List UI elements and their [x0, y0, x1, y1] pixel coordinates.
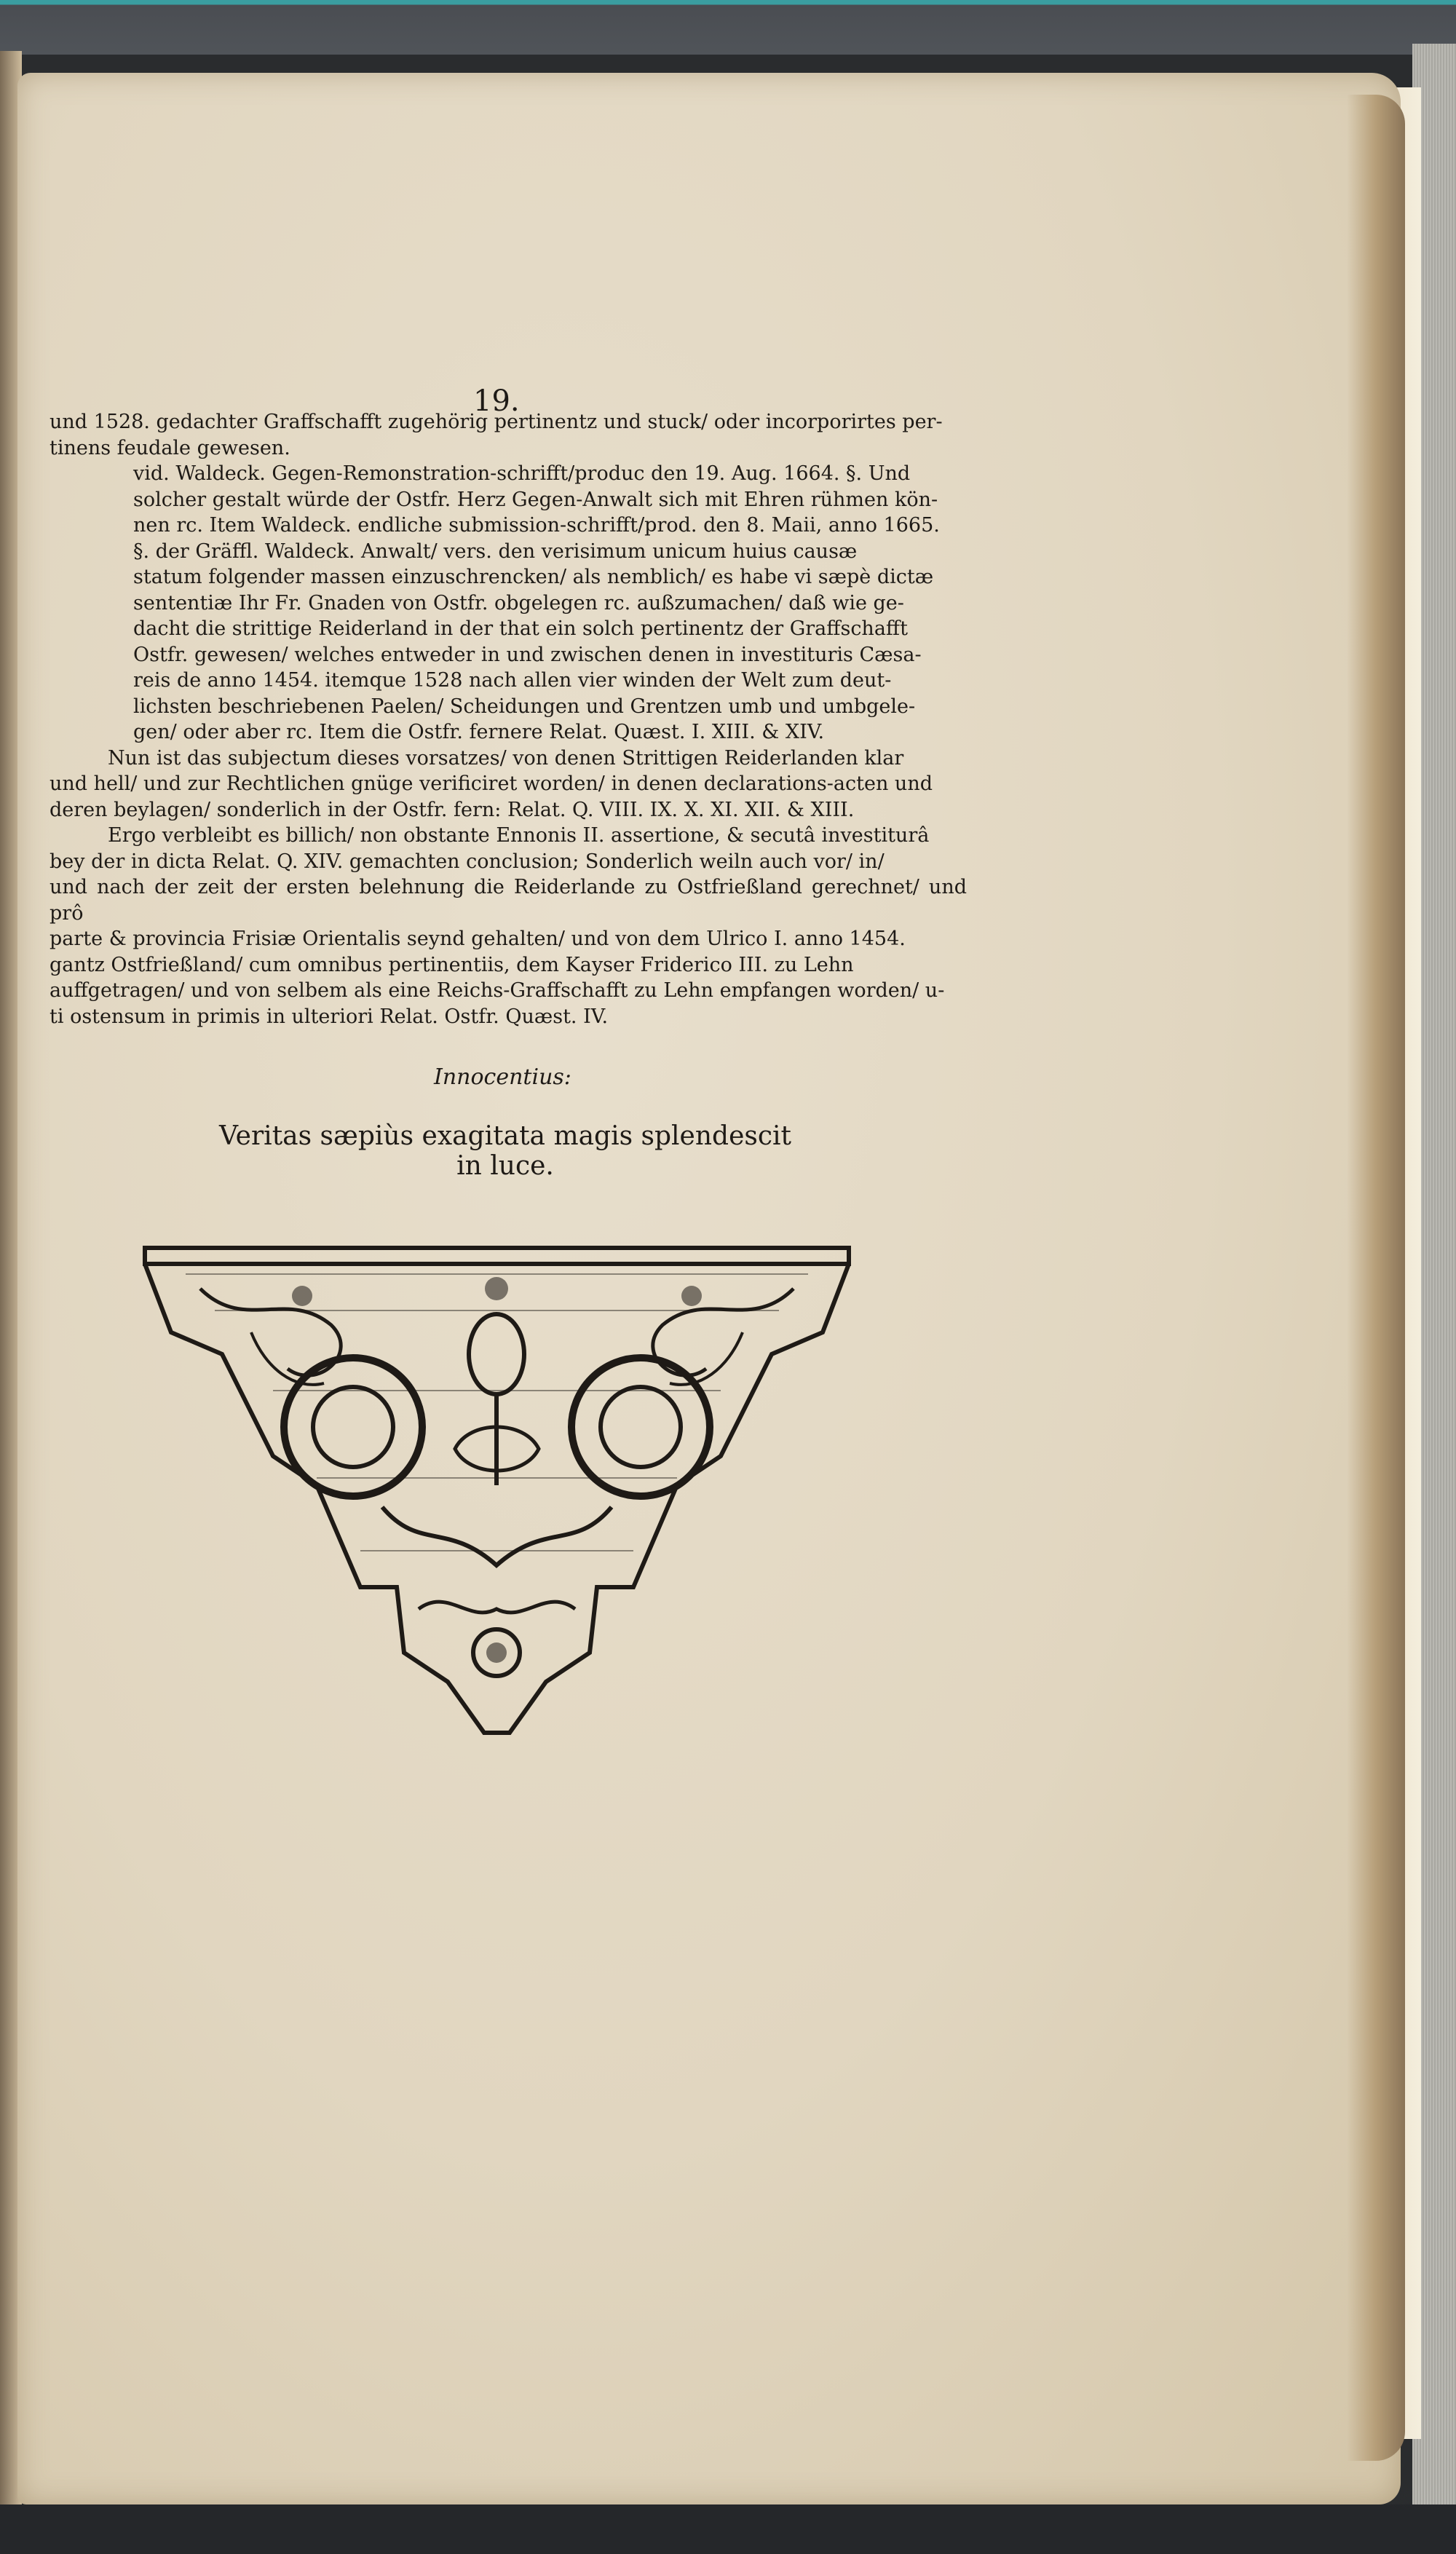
author-attribution: Innocentius:: [434, 1064, 571, 1090]
citation-line: sententiæ Ihr Fr. Gnaden von Ostfr. obgelegen rc. außzumachen/ daß wie ge-: [133, 591, 904, 614]
paragraph-line: bey der in dicta Relat. Q. XIV. gemachten conclusion; Sonderlich weiln auch vor/ in/: [50, 850, 885, 873]
paragraph-line: und nach der zeit der ersten belehnung die Reiderlande zu Ostfrießland gerechnet/ und prô: [50, 876, 967, 925]
paragraph: [50, 746, 967, 823]
citation-line: gen/ oder aber rc. Item die Ostfr. fernere Relat. Quæst. I. XIII. & XIV.: [133, 721, 825, 743]
paragraph-line: gantz Ostfrießland/ cum omnibus pertinentiis, dem Kayser Friderico III. zu Lehn: [50, 953, 854, 976]
citation-block: [50, 461, 967, 746]
text-line: tinens feudale gewesen.: [50, 436, 290, 459]
paragraph: [50, 823, 967, 1029]
citation-line: solcher gestalt würde der Ostfr. Herz Gegen-Anwalt sich mit Ehren rühmen kön-: [133, 488, 938, 511]
citation-line: dacht die strittige Reiderland in der that ein solch pertinentz der Graffschafft: [133, 617, 908, 640]
paragraph-line: Ergo verbleibt es billich/ non obstante Ennonis II. assertione, & secutâ investiturâ: [108, 824, 930, 847]
citation-line: statum folgender massen einzuschrencken/ als nemblich/ es habe vi sæpè dictæ: [133, 566, 934, 588]
paragraph-line: ti ostensum in primis in ulteriori Relat. Ostfr. Quæst. IV.: [50, 1005, 609, 1028]
citation-line: Ostfr. gewesen/ welches entweder in und zwischen denen in investituris Cæsa-: [133, 643, 922, 666]
text-line: und 1528. gedachter Graffschafft zugehörig pertinentz und stuck/ oder incorporirtes per-: [50, 411, 943, 433]
body-text: [50, 379, 967, 1029]
page-edge-shadow: [1347, 95, 1405, 2461]
scanner-top-strip: [0, 0, 1456, 55]
citation-line: reis de anno 1454. itemque 1528 nach allen vier winden der Welt zum deut-: [133, 669, 892, 692]
paragraph-line: Nun ist das subjectum dieses vorsatzes/ von denen Strittigen Reiderlanden klar: [108, 746, 904, 770]
paragraph-line: deren beylagen/ sonderlich in der Ostfr. fern: Relat. Q. VIII. IX. X. XI. XII. & XIII.: [50, 798, 855, 821]
paragraph-line: parte & provincia Frisiæ Orientalis seynd gehalten/ und von dem Ulrico I. anno 1454.: [50, 928, 906, 950]
page-number: 19.: [473, 384, 520, 418]
ornament-tailpiece: [142, 1245, 852, 1740]
citation-line: §. der Gräffl. Waldeck. Anwalt/ vers. den verisimum unicum huius causæ: [133, 539, 858, 563]
citation-line: nen rc. Item Waldeck. endliche submission-schrifft/prod. den 8. Maii, anno 1665.: [133, 514, 940, 537]
motto: Veritas sæpiùs exagitata magis splendescit in luce.: [218, 1121, 792, 1181]
citation-line: vid. Waldeck. Gegen-Remonstration-schrifft/produc den 19. Aug. 1664. §. Und: [133, 462, 911, 485]
paragraph-line: und hell/ und zur Rechtlichen gnüge verificiret worden/ in denen declarations-acten und: [50, 772, 933, 795]
paragraph-line: auffgetragen/ und von selbem als eine Reichs-Graffschafft zu Lehn empfangen worden/ u-: [50, 979, 945, 1002]
scanner-bottom-strip: [0, 2504, 1456, 2554]
citation-line: lichsten beschriebenen Paelen/ Scheidungen und Grentzen umb und umbgele-: [133, 695, 916, 718]
